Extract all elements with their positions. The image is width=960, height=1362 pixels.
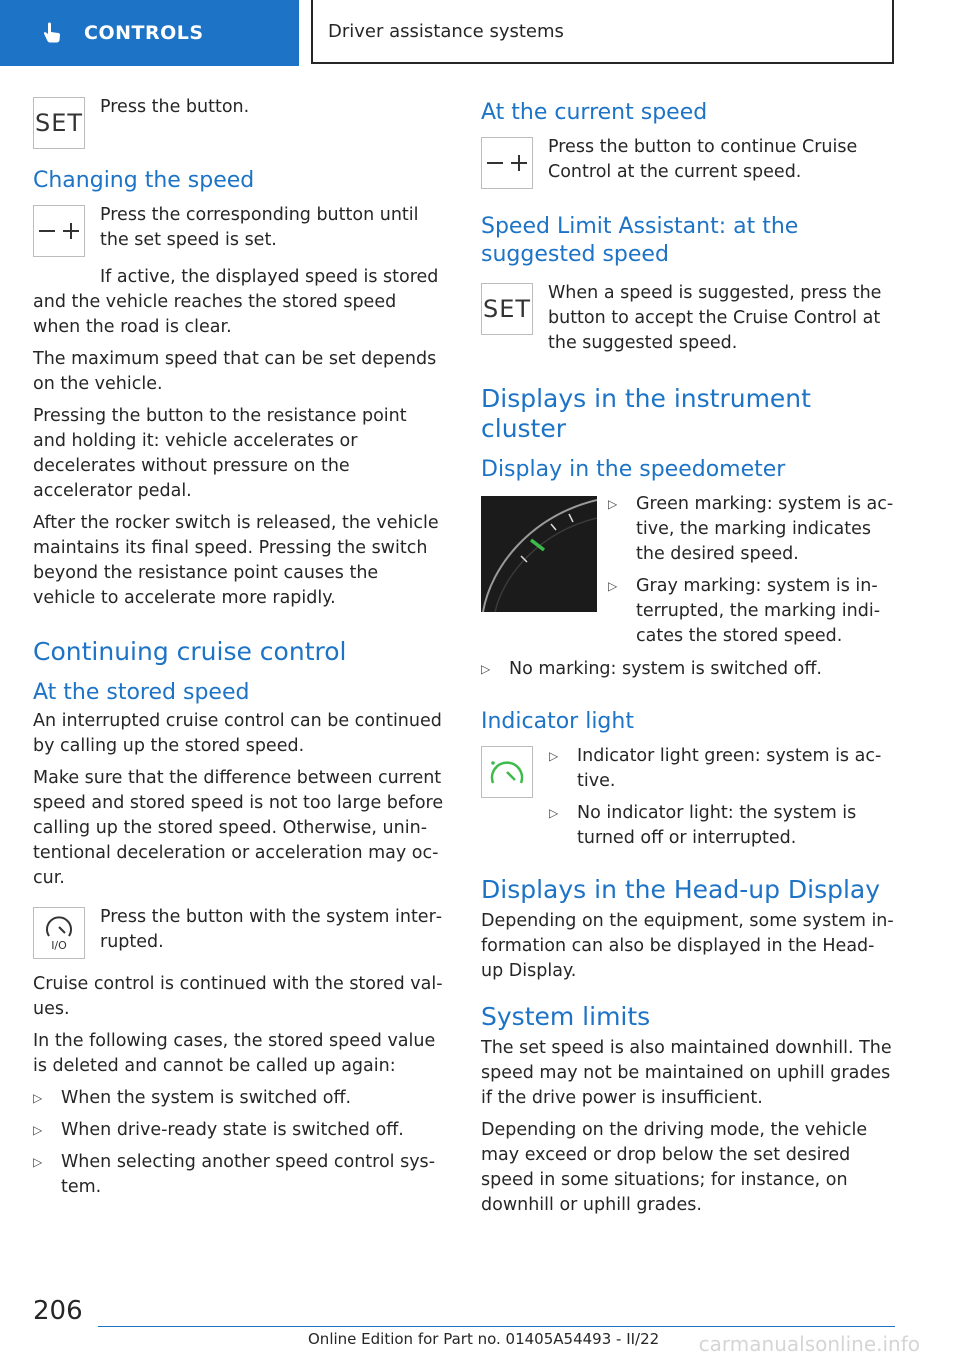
change-p2: If active, the displayed speed is stored and the vehicle reaches the stored speed when the road is clear.: [33, 267, 439, 337]
list-item: ▷ Indicator light green: system is active.: [549, 744, 895, 794]
set-button-icon: [481, 283, 533, 335]
set-icon-label: SET: [34, 109, 84, 137]
interrupted-text: An interrupted cruise control can be continued by calling up the stored speed.: [33, 711, 442, 756]
speedometer-arc: [481, 496, 597, 612]
gauge-icon: [44, 914, 74, 940]
heading-speedometer: Display in the speedometer: [481, 457, 786, 482]
bullet-triangle-icon: ▷: [33, 1155, 43, 1169]
minus-plus-rocker-icon: [33, 205, 85, 257]
list-item: ▷ Green marking: system is active, the marking indicates the desired speed.: [608, 492, 895, 567]
chapter-header: [311, 0, 894, 64]
hud-text: Depending on the equipment, some system information can also be displayed in the Head-up Display.: [481, 911, 894, 981]
heading-continuing: Continuing cruise control: [33, 637, 347, 666]
max-speed-text: The maximum speed that can be set depends on the vehicle.: [33, 349, 437, 394]
rocker-text: After the rocker switch is released, the vehicle maintains its final speed. Pressing the switch beyond the resistance point causes the vehicle to accelerate more rapidly.: [33, 513, 439, 608]
plus-minus-block: [33, 203, 445, 263]
chapter-title: Driver assistance systems: [328, 20, 564, 42]
heading-current-speed: At the current speed: [481, 100, 708, 125]
hand-pointer-icon: [40, 21, 64, 45]
list-item: ▷ When the system is switched off.: [33, 1086, 445, 1111]
change-p1: Press the corresponding button until the set speed is set.: [100, 205, 419, 250]
section-title: CONTROLS: [84, 22, 204, 44]
section-tab: [0, 0, 299, 66]
heading-system-limits: System limits: [481, 1002, 651, 1031]
minus-plus-icon: [484, 152, 530, 174]
limits-text-2: Depending on the driving mode, the vehicle may exceed or drop below the set desired speed in some situations; for instance, on downhill or uphill grades.: [481, 1120, 868, 1215]
right-column: [481, 95, 895, 1225]
heading-speed-limit-assistant: Speed Limit Assistant: at the suggested speed: [481, 214, 799, 267]
sla-text: When a speed is suggested, press the button to accept the Cruise Control at the suggested speed.: [548, 283, 882, 353]
heading-changing-speed: Changing the speed: [33, 168, 255, 193]
set-button-icon: [33, 97, 85, 149]
limits-text-1: The set speed is also maintained downhill. The speed may not be maintained on uphill grades if the drive power is insufficient.: [481, 1038, 892, 1108]
indicator-light-icon: [481, 746, 533, 798]
minus-plus-icon: [36, 220, 82, 242]
list-item: ▷ No indicator light: the system is turned off or interrupted.: [549, 801, 895, 851]
bullet-triangle-icon: ▷: [608, 579, 618, 593]
page-number: 206: [33, 1296, 83, 1326]
io-button-icon: [33, 907, 85, 959]
heading-hud: Displays in the Head-up Display: [481, 875, 881, 904]
heading-stored-speed: At the stored speed: [33, 680, 250, 705]
green-gauge-icon: [488, 757, 526, 787]
footer-divider: [98, 1326, 895, 1327]
list-item: ▷ When selecting another speed control system.: [33, 1150, 445, 1200]
indicator-block: [481, 744, 895, 851]
bullet-triangle-icon: ▷: [549, 806, 559, 820]
bullet-triangle-icon: ▷: [33, 1123, 43, 1137]
bullet-triangle-icon: ▷: [549, 749, 559, 763]
heading-indicator-light: Indicator light: [481, 709, 634, 734]
minus-plus-rocker-icon: [481, 137, 533, 189]
speedometer-image: [481, 496, 597, 612]
continued-text: Cruise control is continued with the stored values.: [33, 974, 443, 1019]
set-button-block: [33, 95, 445, 155]
io-instruction: Press the button with the system interrupted.: [100, 907, 443, 952]
bullet-triangle-icon: ▷: [608, 497, 618, 511]
current-speed-text: Press the button to continue Cruise Control at the current speed.: [548, 137, 858, 182]
pressing-text: Pressing the button to the resistance point and holding it: vehicle accelerates or decelerates without pressure on the accelerator pedal.: [33, 406, 407, 501]
left-column: [33, 95, 445, 1207]
io-label: I/O: [51, 939, 67, 952]
cases-text: In the following cases, the stored speed value is deleted and cannot be called up again:: [33, 1031, 436, 1076]
bullet-triangle-icon: ▷: [481, 662, 491, 676]
set-instruction: Press the button.: [100, 97, 250, 117]
current-speed-block: [481, 135, 895, 195]
io-button-block: [33, 905, 445, 965]
edition-text: Online Edition for Part no. 01405A54493 - II/22: [308, 1330, 660, 1348]
watermark: carmanualsonline.info: [698, 1332, 920, 1356]
list-item: ▷ When drive-ready state is switched off.: [33, 1118, 445, 1143]
heading-instrument-cluster: Displays in the instrument cluster: [481, 384, 811, 443]
set-icon-label: SET: [482, 295, 532, 323]
makesure-text: Make sure that the difference between current speed and stored speed is not too large before calling up the stored speed. Otherwise, unintentional deceleration or acceleration may occur.: [33, 768, 444, 888]
sla-block: [481, 281, 895, 356]
list-item: ▷ Gray marking: system is interrupted, the marking indicates the stored speed.: [608, 574, 895, 649]
speedometer-block: [481, 492, 895, 650]
list-item: ▷ No marking: system is switched off.: [481, 657, 895, 682]
bullet-triangle-icon: ▷: [33, 1091, 43, 1105]
